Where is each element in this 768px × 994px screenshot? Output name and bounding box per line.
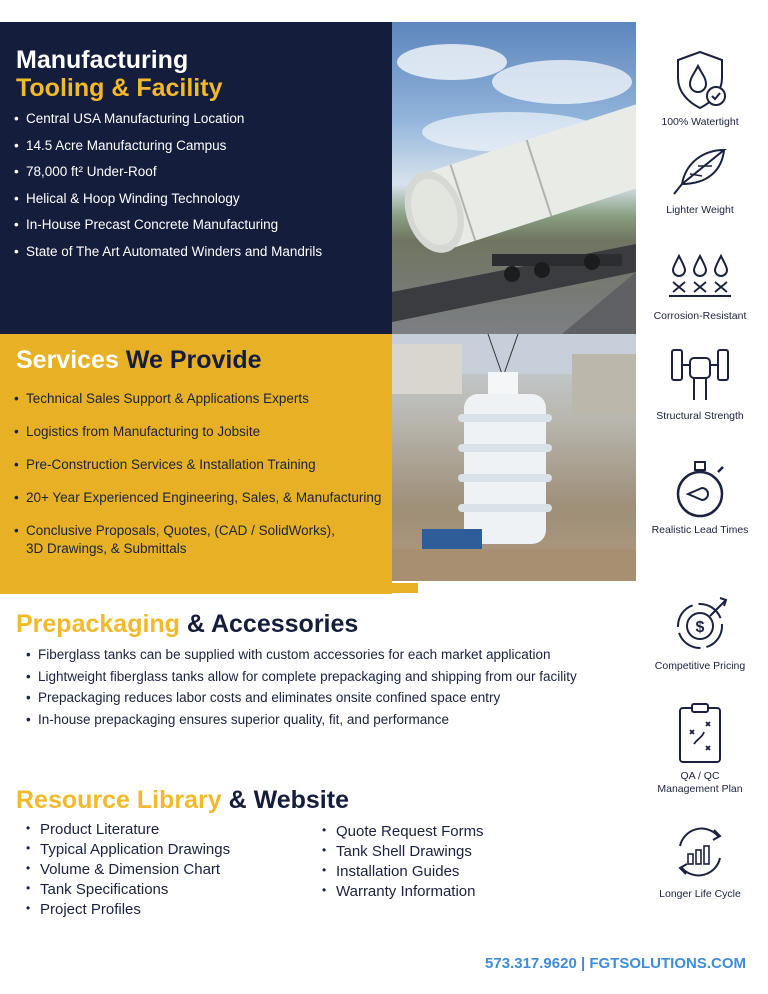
list-item bbox=[14, 522, 381, 558]
feature-label-line2: Management Plan bbox=[657, 783, 743, 795]
list-item: • Installation Guides bbox=[322, 862, 484, 882]
list-item-line: Conclusive Proposals, Quotes, (CAD / SolidWorks), bbox=[26, 523, 335, 538]
list-item: • Typical Application Drawings bbox=[26, 840, 230, 860]
list-item: • Logistics from Manufacturing to Jobsite bbox=[14, 423, 381, 441]
feature-structural-strength bbox=[640, 344, 760, 423]
feature-label: Structural Strength bbox=[656, 410, 744, 422]
stopwatch-icon bbox=[668, 458, 732, 520]
list-item: • In-house prepackaging ensures superior quality, fit, and performance bbox=[26, 711, 577, 733]
services-title-a: Services bbox=[16, 346, 119, 374]
feature-label-line1: QA / QC bbox=[680, 770, 720, 782]
resources-title-a: Resource Library bbox=[16, 786, 222, 814]
list-item: • Lightweight fiberglass tanks allow for complete prepackaging and shipping from our facility bbox=[26, 668, 577, 690]
list-item: • State of The Art Automated Winders and Mandrils bbox=[14, 243, 322, 270]
list-item: • Pre-Construction Services & Installation Training bbox=[14, 456, 381, 474]
feature-icon bbox=[668, 144, 732, 200]
watertight-shield-icon bbox=[668, 48, 732, 112]
tank-truck-photo bbox=[392, 22, 636, 334]
list-item: • Volume & Dimension Chart bbox=[26, 860, 230, 880]
list-item: • 78,000 ft² Under-Roof bbox=[14, 163, 322, 190]
dollar-target-icon bbox=[668, 592, 732, 656]
list-item: • 20+ Year Experienced Engineering, Sales, & Manufacturing bbox=[14, 489, 381, 507]
list-item: • Prepackaging reduces labor costs and eliminates onsite confined space entry bbox=[26, 689, 577, 711]
services-list bbox=[14, 390, 381, 558]
corrosion-drops-icon bbox=[665, 250, 735, 306]
prepackaging-title-b: & Accessories bbox=[179, 610, 359, 638]
feature-corrosion-resistant bbox=[640, 250, 760, 323]
dumbbell-fist-icon bbox=[668, 344, 732, 406]
feature-competitive-pricing bbox=[640, 592, 760, 673]
list-item: • Helical & Hoop Winding Technology bbox=[14, 190, 322, 217]
list-item-line: 3D Drawings, & Submittals bbox=[26, 541, 187, 556]
gold-divider-strip bbox=[0, 583, 418, 593]
feature-watertight bbox=[640, 48, 760, 129]
list-item: • Product Literature bbox=[26, 820, 230, 840]
manufacturing-title bbox=[16, 46, 222, 102]
list-item: • Tank Specifications bbox=[26, 880, 230, 900]
feature-label: Corrosion-Resistant bbox=[653, 310, 747, 322]
list-item: • Central USA Manufacturing Location bbox=[14, 110, 322, 137]
tank-installation-photo bbox=[392, 334, 636, 581]
feature-label: Competitive Pricing bbox=[654, 660, 746, 672]
footer-contact: 573.317.9620 | FGTSOLUTIONS.COM bbox=[485, 955, 746, 972]
list-item: • 14.5 Acre Manufacturing Campus bbox=[14, 137, 322, 164]
resources-title bbox=[16, 786, 349, 814]
resources-list-right bbox=[322, 822, 484, 902]
list-item: • Tank Shell Drawings bbox=[322, 842, 484, 862]
feature-qa-qc bbox=[640, 700, 760, 796]
list-item: • Project Profiles bbox=[26, 900, 230, 920]
resources-list-left bbox=[26, 820, 230, 920]
resources-title-b: & Website bbox=[221, 786, 349, 814]
list-item: • In-House Precast Concrete Manufacturing bbox=[14, 216, 322, 243]
feature-label: Realistic Lead Times bbox=[651, 524, 749, 536]
prepackaging-title bbox=[16, 610, 358, 638]
clipboard-plan-icon bbox=[670, 700, 730, 766]
services-title bbox=[16, 346, 262, 374]
feature-lighter-weight bbox=[640, 144, 760, 217]
lifecycle-chart-icon bbox=[668, 820, 732, 884]
prepackaging-list bbox=[26, 646, 577, 732]
feature-lead-times bbox=[640, 458, 760, 537]
feature-label: Longer Life Cycle bbox=[659, 888, 741, 900]
prepackaging-title-a: Prepackaging bbox=[16, 610, 180, 638]
feature-label: 100% Watertight bbox=[661, 116, 739, 128]
services-title-b: We Provide bbox=[118, 346, 262, 374]
manufacturing-title-line2: Tooling & Facility bbox=[16, 74, 223, 102]
list-item: • Quote Request Forms bbox=[322, 822, 484, 842]
list-item: • Fiberglass tanks can be supplied with custom accessories for each market application bbox=[26, 646, 577, 668]
manufacturing-list bbox=[14, 110, 322, 270]
feature-label: Lighter Weight bbox=[666, 204, 734, 216]
manufacturing-title-line1: Manufacturing bbox=[16, 46, 189, 74]
svg-text:$: $ bbox=[695, 619, 705, 636]
list-item: • Warranty Information bbox=[322, 882, 484, 902]
feature-life-cycle bbox=[640, 820, 760, 901]
list-item: • Technical Sales Support & Applications Experts bbox=[14, 390, 381, 408]
